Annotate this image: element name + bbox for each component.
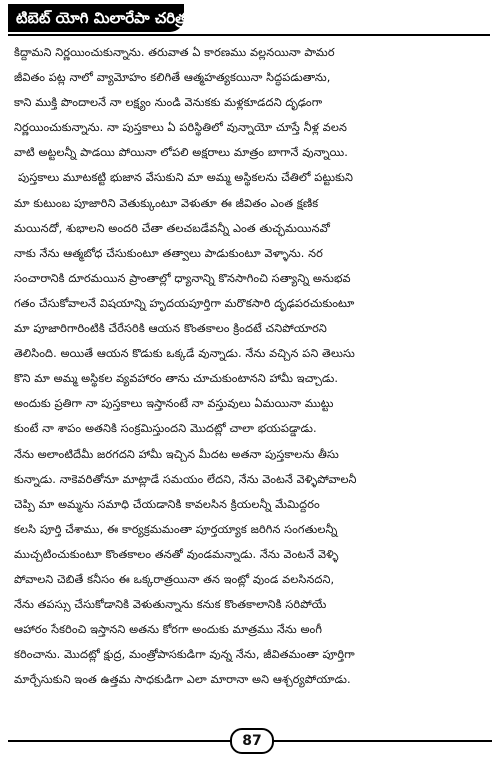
text-line: కలసి పూర్తి చేశాము, ఈ కార్యక్రమమంతా పూర్తయ్యాక జరిగిన సంగతులన్నీ — [14, 522, 338, 536]
text-line: ముచ్చటించుకుంటూ కొంతకాలం తనతో వుండమన్నాడు. నేను వెంటనే వెళ్ళి — [14, 547, 339, 561]
text-line: చెప్పి మా అమ్మను సమాధి చేయడానికి కావలసిన క్రియలన్నీ మేమిద్దరం — [14, 497, 320, 511]
text-line: వాటి అట్టలన్నీ పాడయి పోయినా లోపలి అక్షరాలు మాత్రం బాగానే వున్నాయి. — [14, 146, 348, 160]
text-line: సంచారానికి దూరమయిన ప్రాంతాల్లో ధ్యానాన్ని కొనసాగించి సత్యాన్ని అనుభవ — [14, 271, 351, 285]
text-line: ఆహారం సేకరించి ఇస్తానని అతను కోరగా అందుకు మాత్రము నేను అంగీ — [14, 623, 323, 637]
text-line: నేను అలాంటిదేమీ జరగదని హామీ ఇచ్చిన మీదట అతనా పుస్తకాలను తీసు — [14, 447, 339, 461]
text-line: జీవితం పట్ల నాలో వ్యామోహం కలిగితే ఆత్మహత్యకయినా సిద్ధపడుతాను, — [14, 71, 331, 85]
page-number: 87 — [230, 728, 274, 754]
text-line: కాని ముక్తి పొందాలనే నా లక్ష్యం నుండి వెనుకకు మళ్లకూడదని దృఢంగా — [14, 96, 323, 110]
header-title-box — [8, 4, 187, 32]
page-header — [8, 4, 490, 36]
text-line: నిర్ణయించుకున్నాను. నా పుస్తకాలు ఏ పరిస్థితిలో వున్నాయో చూస్తే నీళ్ల వలన — [14, 121, 348, 135]
text-line: పుస్తకాలు మూటకట్టి భుజాన వేసుకుని మా అమ్మ అస్థికలను చేతిలో పట్టుకుని — [18, 171, 354, 185]
text-line: నేను తపస్సు చేసుకోడానికి వెళుతున్నాను కనుక కొంతకాలానికి సరిపోయే — [14, 598, 327, 612]
text-line: మార్చేసుకుని ఇంత ఉత్తమ సాధకుడిగా ఎలా మారానా అని ఆశ్చర్యపోయాడు. — [14, 673, 351, 687]
book-title: టిబెట్ యోగి మిలారేపా చరిత్ర — [16, 9, 187, 27]
text-line: తెలిసింది. అయితే ఆయన కొడుకు ఒక్కడే వున్నాడు. నేను వచ్చిన పని తెలుసు — [14, 347, 355, 361]
footer-rule-left — [8, 740, 230, 742]
page-footer — [8, 728, 492, 752]
text-line: మా కుటుంబ పూజారిని వెతుక్కుంటూ వెళుతూ ఈ జీవితం ఎంత క్షణిక — [14, 196, 319, 210]
text-line: కుంటే నా శాపం అతనికి సంక్రమిస్తుందని మొదట్లో చాలా భయపడ్డాడు. — [14, 422, 317, 436]
text-line: మయినదో, శుభాలని అందరి చేతా తలచబడేవన్నీ ఎంత తుచ్ఛమయినవో — [14, 221, 331, 235]
text-line: పోవాలని చెబితే కనీసం ఈ ఒక్కరాత్రయినా తన ఇంట్లో వుండ వలసినదని, — [14, 572, 335, 586]
footer-rule-right — [270, 740, 492, 742]
text-line: మా పూజారిగారింటికి చేరేసరికి ఆయన కొంతకాలం క్రిందటే చనిపోయారని — [14, 322, 327, 336]
text-line: అందుకు ప్రతిగా నా పుస్తకాలు ఇస్తానంటే నా వస్తువులు ఏమయినా ముట్టు — [14, 397, 334, 411]
page-body — [14, 40, 488, 692]
text-line: కిద్దామని నిర్ణయించుకున్నాను. తరువాత ఏ కారణము వల్లనయినా పామర — [14, 46, 335, 59]
text-line: కొని మా అమ్మ అస్థికల వ్యవహారం తాను చూచుకుంటానని హామీ ఇచ్చాడు. — [14, 372, 339, 386]
text-line: గతం చేసుకోవాలనే విషయాన్ని హృదయపూర్తిగా మరొకసారి దృఢపరచుకుంటూ — [14, 296, 355, 310]
text-line: నాకు నేను ఆత్మబోధ చేసుకుంటూ తత్వాలు పాడుకుంటూ వెళ్ళాను. నర — [14, 246, 323, 260]
text-line: కున్నాడు. నాకెవరితోనూ మాట్లాడే సమయం లేదని, నేను వెంటనే వెళ్ళిపోవాలనీ — [14, 472, 357, 486]
text-line: కరించాను. మొదట్లో క్షుద్ర, మంత్రోపాసకుడిగా వున్న నేను, జీవితమంతా పూర్తిగా — [14, 648, 355, 662]
